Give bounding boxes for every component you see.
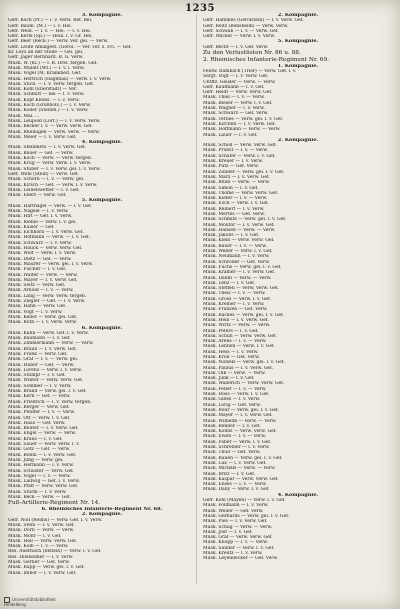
library-footer bbox=[4, 597, 184, 608]
text-line: Musk. Vogel — l. v. — Verw. bbox=[8, 473, 71, 479]
text-line: Musk. Gerber — Gef. Verw. bbox=[8, 560, 70, 566]
text-line: Musk. Bauer — Gef. — Verw. bbox=[8, 150, 74, 156]
text-line: Musk. Schmitz — Verw. gei. l. v. Gef. bbox=[203, 217, 287, 223]
text-line: Musk. Blum — Verw. — Verw. bbox=[203, 180, 270, 186]
text-line: Gefr. Koch (Pf.) — l. v. Verw. Ref. Bei. bbox=[8, 18, 93, 24]
text-line: Musk. Vogt — l. v. Verw. bbox=[8, 309, 63, 315]
section-heading: 6. Rheinisches Infanterie-Regiment Nr. 68. bbox=[41, 507, 163, 513]
text-line: Gefr. Hammes (Gerolstein) — l. v. Verw. Gef. bbox=[203, 18, 304, 24]
text-line: Musk. Steffen — Verw. Verw. Gef. bbox=[203, 286, 279, 292]
text-line: Gefr. Weid. — l. v. — Hei. — l. v. Hei. bbox=[8, 28, 92, 34]
text-line: Musk. Nägele — l. v. Verw. bbox=[8, 208, 69, 214]
text-line: Musk. Ewen — l. v. — Verw. bbox=[203, 434, 266, 440]
text-line: Musk. Kraus — l. v. Gef. bbox=[8, 436, 63, 442]
text-line: Musk. Ott — Verw. l. v. Gef. bbox=[8, 415, 71, 421]
text-line: Musk. Thome — Verw. Verw. Gef. bbox=[203, 190, 279, 196]
section-heading: 2. Kompagnie. bbox=[277, 13, 319, 18]
text-line: Musk. Dany — Verw. l. v. Gef. bbox=[203, 487, 270, 493]
footer-line-2: Heidelberg bbox=[4, 602, 26, 608]
text-line: Musk. Faber — Verw. l. v. Gef. bbox=[203, 439, 272, 445]
text-line: Gefr. Wahl (Stein) — Verw. Gef. bbox=[8, 171, 79, 177]
text-line: Musk. Brand — Verw. gei. l. v. Gef. bbox=[8, 389, 87, 395]
text-line: Musk. Franzen — Gef. Verw. bbox=[203, 307, 268, 313]
text-line: Musk. Bender — l. v. Gef. bbox=[203, 423, 261, 429]
text-line: Musk. Winter — Verw. Verw. Gef. bbox=[8, 378, 84, 384]
text-line: Feldw. Rambach (Trier) — Verw. Gef. l. v. bbox=[203, 68, 297, 74]
text-line: Musk. Wagner — l. v. Verw. bbox=[203, 106, 265, 112]
text-line: Musk. Sauer — Verw. Verw. l. v. bbox=[8, 442, 80, 448]
text-line: Musk. Esch — Verw. l. v. Gef. bbox=[203, 201, 269, 207]
text-line: Musk. Kuhn — Verw. Gef. l. v. Verw. bbox=[8, 330, 89, 336]
text-line: Musk. Jakobs — l. v. Gef. bbox=[203, 233, 260, 239]
text-line: Musk. Gräf — Verw. Verw. Gef. bbox=[203, 535, 273, 541]
text-line: Gefr. Beer (Beck-) — Verw. Ver. gei. — Verw. bbox=[8, 39, 109, 45]
text-line: Musk. Müller (Wt.) — l. v. l. Verw. bbox=[8, 65, 85, 71]
text-line: Musk. Schorn — l. v. — Verw. gei. bbox=[8, 177, 85, 183]
text-line: Musk. Hofmann — Verw. — l. v. Gef. bbox=[8, 235, 90, 241]
text-line: Musk. Graf — l. v. — Verw. gei. bbox=[8, 357, 79, 363]
text-line: Musk. Hermann — l. v. Verw. bbox=[8, 463, 74, 469]
text-line: Musk. Hess — l. v. Verw. bbox=[203, 349, 259, 355]
text-line: Musk. Meier — l. v. Verw. Gef. bbox=[8, 134, 77, 140]
text-line: Musk. Stumpf — l. v. Gef. bbox=[8, 373, 66, 379]
text-line: Musk. Reinert — l. v. Verw. bbox=[203, 206, 265, 212]
text-line: Musk. Haas — Gef. Verw. bbox=[8, 420, 66, 426]
text-line: Gefr. Noll (Reims) — Verw. Gef. l. v. Verw. bbox=[8, 517, 103, 523]
text-line: Musk. Leinenwetter — l. v. Gef. bbox=[8, 187, 80, 193]
text-line: Musk. Lauer — l. v. Gef. bbox=[203, 132, 258, 138]
text-line: Musk. Krämer — l. v. Verw. Gef. bbox=[203, 270, 276, 276]
text-line: Musk. Bleser — Verw. l. v. Gef. bbox=[203, 100, 273, 106]
text-line: Musk. Arens — l. v. — Verw. bbox=[203, 339, 267, 345]
text-line: Musk. Pfaff — Verw. Verw. Gef. bbox=[8, 484, 79, 490]
text-line: Musk. Bour — Verw. gei. l. v. Gef. bbox=[203, 407, 279, 413]
text-line: Musk. Jost — l. v. Gef. bbox=[203, 529, 253, 535]
text-line: Musk. Ludwig — Gef. l. v. Verw. bbox=[8, 479, 80, 485]
text-line: Musk. Kohns — Verw. Verw. Gef. bbox=[203, 429, 277, 435]
text-line: Gefr. Heidt — Verw. Verw. Gef. bbox=[203, 90, 273, 96]
text-line: Musk. Hirt — Gef. l. v. Verw. bbox=[8, 214, 73, 220]
text-line: Gefr. Becht — l. v. Gef. Verw. bbox=[203, 44, 269, 50]
text-line: Musk. Hansen — Verw. — Verw. bbox=[203, 227, 276, 233]
text-line: Gefr. Schwab — l. v. — Verw. Gef. bbox=[203, 28, 279, 34]
text-line: Musk. Stein — l. v. Verw. Gef. bbox=[8, 523, 75, 528]
text-line: Musk. Sturm — l. v. Verw. bbox=[8, 489, 67, 495]
text-line: Gefr. Kaufmann — l. v. Gef. bbox=[203, 84, 265, 90]
text-line: Musk. Neumann — l. v. Verw. bbox=[203, 254, 270, 260]
text-line: Musk. Bauer — l. v. — Verw. bbox=[203, 243, 267, 249]
text-line: Musk. Simon — l. v. Gef. bbox=[203, 185, 259, 191]
text-line: Gefr. Reitz (Bensheim) — Verw. Verw. bbox=[203, 23, 289, 29]
text-line: Musk. Ziegler — Gef. — l. v. Verw. bbox=[8, 299, 86, 305]
text-line: Musk. Thiel — l. v. — Verw. bbox=[203, 95, 265, 101]
text-line: Musk. Steinmetz — l. v. Verw. Gef. bbox=[8, 145, 86, 151]
text-line: Res. Hilsheimer — l. v. Verw. bbox=[8, 554, 74, 560]
text-line: Musk. Kohl (Eberstadt) — Ver. bbox=[8, 87, 78, 93]
text-line: Musk. Roth — l. v. Verw. Verw. bbox=[8, 320, 77, 326]
text-line: Musk. Molitor — l. v. Verw. Gef. bbox=[203, 222, 275, 228]
text-line: Musk. Sommer — l. v. Verw. bbox=[8, 383, 72, 389]
text-line: Musk. Braun — l. v. Verw. Gef. bbox=[8, 346, 77, 352]
text-line: Musk. Wilhelm — Verw. — Verw. bbox=[203, 418, 277, 424]
text-line: Musk. Rauen — Verw. gei. l. v. Gef. bbox=[203, 455, 283, 461]
text-line: Musk. Leupold (Lörr.) — l. v. Verw. Verw. bbox=[8, 118, 101, 124]
text-line: Musk. Schäfer — Verw. l. v. Gef. bbox=[203, 153, 276, 159]
text-line: Musk. Huber — Gef. — Verw. bbox=[8, 362, 75, 368]
text-line: Musk. Frank — Verw. Gef. bbox=[8, 352, 68, 357]
right-column bbox=[203, 13, 393, 588]
text-line: Musk. Klein — Verw. Verw. Gef. bbox=[203, 238, 275, 244]
column-divider bbox=[196, 14, 197, 584]
text-line: Musk. Thull — Gef. Verw. bbox=[203, 450, 261, 456]
text-line: Musk. Stuber — l. v. Verw. gei. l. v. Verw. bbox=[8, 166, 101, 172]
text-line: Musk. Wolf — Verw. l. v. Verw. bbox=[8, 251, 77, 257]
text-line: Musk. Peters — l. v. Gef. bbox=[203, 328, 259, 334]
text-line: Musk. Schwarz — Gef. Verw. bbox=[203, 111, 269, 117]
text-line: Musk. Imhof — l. v. Verw. Gef. bbox=[8, 570, 77, 576]
text-line: Musk. Schuh — Verw. Verw. Gef. bbox=[203, 333, 277, 339]
text-line: Musk. Reuter — l. v. Verw. Gef. bbox=[8, 426, 79, 432]
text-line: Musk. Junk — l. v. Gef. bbox=[203, 376, 255, 382]
text-line: Musk. Scholl — Verw. Verw. Gef. bbox=[203, 143, 277, 149]
text-line: Musk. Pütz — Gef. Verw. bbox=[203, 164, 259, 170]
text-line: Res. Auerbach (Idstein) — Verw. l. v. Gef. bbox=[8, 549, 102, 555]
text-line: Musk. Engel — Verw. — Verw. bbox=[8, 431, 77, 437]
text-line: Musk. Koch — Verw. — Verw. tergeb. bbox=[8, 156, 93, 162]
text-line: Musk. Rapp — Verw. gei. l. v. Gef. bbox=[8, 565, 85, 571]
text-line: Musk. Krug — Verw. Verw. l. v. Verw. bbox=[8, 161, 92, 167]
text-line: Musk. Lehnen — Verw. l. v. Gef. bbox=[203, 344, 275, 350]
text-line: Musk. Britz — l. v. Gef. bbox=[203, 471, 256, 477]
text-line: Musk. Olk — Verw. — Verw. bbox=[203, 370, 266, 376]
text-line: Musk. Jung — Verw. gei. bbox=[8, 457, 64, 463]
text-line: Musk. Hauck — Verw. Verw. Gef. bbox=[8, 246, 83, 252]
text-line: Musk. Kiefer — l. v. — Verw. bbox=[203, 196, 268, 202]
text-line: Musk. Mohr — l. v. Gef. bbox=[8, 533, 62, 539]
text-line: Musk. Kern — Gef. — Verw. bbox=[8, 394, 71, 400]
text-line: Musk. Schreiner — l. v. Verw. bbox=[203, 445, 270, 451]
text-line: Musk. Nickels — Verw. gei. l. v. Gef. bbox=[203, 360, 285, 366]
text-line: Musk. Dietz — Gef. — Verw. bbox=[8, 256, 72, 262]
text-line: Gefr. Kerle (Sp.) — Hein. l. v. Gr. Hei. bbox=[8, 34, 93, 40]
text-line: Musk. Hein — l. v. Verw. Gef. bbox=[203, 317, 269, 323]
text-line: Gefr. Kohl (Mayen) — Verw. l. v. Gef. bbox=[203, 498, 286, 504]
text-line: Musk. Baumann — l. v. Gef. bbox=[8, 336, 71, 342]
section-heading: Zu den Verlustlisten Nr. 86 u. 88. bbox=[203, 50, 301, 57]
text-line: Musk. Pfeiffer — l. v. — Verw. bbox=[8, 410, 76, 416]
text-line: Musk. Hahn — Verw. Gef. bbox=[8, 304, 67, 310]
text-line: Musk. Lorenz — Verw. l. v. Verw. bbox=[8, 367, 82, 373]
text-line: Musk. Ebert — Verw. Gef. bbox=[8, 193, 67, 199]
text-line: Musk. Zender — Verw. gei. l. v. Gef. bbox=[203, 169, 285, 175]
text-line: Musk. Kreutz — l. v. Verw. bbox=[203, 550, 263, 556]
text-line: Musk. Koller (Steinm.) — l. v. Verw. bbox=[8, 108, 89, 114]
text-line: Musk. Böhm — l. v. Verw. Gef. bbox=[8, 452, 77, 458]
text-line: Musk. Hoss — Verw. l. v. Gef. bbox=[203, 392, 270, 398]
section-heading: 3. Kompagnie. bbox=[81, 13, 123, 18]
text-line: Musk. Riehle — Verw. l. v. gei. bbox=[8, 219, 77, 225]
text-line: Musk. Mayer — l. v. Verw. Gef. bbox=[8, 277, 78, 283]
text-line: Untffz. Geisler — Verw. — Verw. bbox=[203, 79, 276, 85]
text-line: Gefr. Jäger Bernhard. B. G. Verw. bbox=[8, 55, 84, 61]
text-line: Musk. Follmann — l. v. Verw. bbox=[203, 503, 269, 509]
text-line: Musk. Sünder — Verw. l. v. Gef. bbox=[203, 545, 275, 551]
text-line: Musk. Backes — Verw. gei. l. v. Gef. bbox=[203, 312, 285, 318]
text-line: Musk. Schug — Verw. — Verw. bbox=[203, 524, 273, 530]
text-line: Musk. Kolb — l. v. — Verw. bbox=[8, 544, 69, 550]
text-line: Musk. Rheinigen — Verw. Verw. — Verw. bbox=[8, 129, 100, 135]
text-line: Musk. Heil — Verw. Verw. Gef. bbox=[8, 538, 78, 544]
text-line: Musk. Koch (Großbolz.) — l. v. Verw. bbox=[8, 103, 91, 109]
text-line: Musk. Schuster — Verw. Gef. bbox=[8, 468, 75, 474]
text-line: Musk. Paulus — l. v. Verw. Gef. bbox=[203, 365, 274, 371]
text-line: Musk. Weber — Verw. l. v. Gef. bbox=[203, 249, 273, 255]
section-heading: Fuß-Artillerie-Regiment Nr. 14. bbox=[8, 500, 101, 507]
text-line: Musk. Breuer — l. v. Verw. bbox=[203, 159, 264, 165]
text-line: Musk. Kroll — Gef. Verw. bbox=[203, 355, 260, 360]
text-line: Musk. Götz — Gef. — Verw. bbox=[8, 447, 71, 453]
text-line: Musk. Schwarz — l. v. Verw. bbox=[8, 240, 72, 246]
text-line: Musk. Schröder — Gef. Verw. bbox=[203, 259, 270, 265]
text-line: Musk. Knopp — l. v. — Verw. bbox=[203, 540, 268, 546]
text-line: Musk. Michels — Verw. — Verw. bbox=[203, 466, 276, 472]
text-line: Musk. Gerhards — Verw. gei. l. v. Gef. bbox=[203, 513, 290, 519]
text-line: Musk. Friedrich — l. v. Verw. tergeb. bbox=[8, 399, 92, 405]
text-line: Musk. Stich. — l. v. Verw. tergeb. Gef. bbox=[8, 81, 95, 87]
section-heading: 4. Kompagnie. bbox=[277, 492, 319, 498]
text-line: Musk. Seitz — Verw. Gef. bbox=[8, 283, 66, 289]
text-line: Musk. Kopf Kleins. — l. v. Verw. bbox=[8, 97, 80, 103]
section-heading: 1. Kompagnie. bbox=[277, 63, 319, 69]
section-heading: 5. Kompagnie. bbox=[81, 198, 123, 204]
text-line: Musk. Becker l. v. — Verw. Verw. Gef. bbox=[8, 124, 93, 130]
text-line: Musk. Hoffmann — Verw. — Verw. bbox=[203, 127, 281, 133]
text-line: Musk. Probst — l. v. — Verw. bbox=[203, 148, 269, 154]
text-line: Gefr. Baum. (M.) — l. v. Hei. bbox=[8, 23, 72, 29]
text-line: Musk. Leyendecker — Gef. Verw. bbox=[203, 556, 279, 562]
text-line: Musk. Lenz — l. v. Gef. bbox=[203, 280, 256, 286]
section-heading: 2. Rheinisches Infanterie-Regiment Nr. 69. bbox=[203, 56, 329, 63]
text-line: Musk. Lux — l. v. Verw. Gef. bbox=[203, 460, 267, 466]
text-line: Musk. Kaspar — Verw. Verw. Gef. bbox=[203, 476, 279, 482]
text-line: Musk. Vogel (M. Krankheit. Gef. bbox=[8, 71, 82, 77]
page-number: 1235 bbox=[185, 3, 215, 14]
text-line: Sergt. Vogt — l. v. Verw. Gef. bbox=[203, 74, 269, 80]
footer-line-1: Universitätsbibliothek bbox=[12, 597, 56, 603]
text-line: Musk. Schmitt — bei — l. v. Verw. bbox=[8, 92, 85, 98]
text-line: Musk. Dahm — Verw. — Verw. bbox=[203, 275, 272, 281]
text-line: Musk. Arnold — l. v. — Verw. bbox=[8, 288, 74, 294]
text-line: Musk. Dorn — Verw. — Verw. bbox=[8, 528, 75, 534]
text-line: Musk. Zimmermann — Verw. — Verw. bbox=[8, 341, 94, 347]
text-line: Musk. Mertes — Gef. Verw. bbox=[203, 211, 265, 217]
text-line: Musk. Lorig — Gef. Verw. bbox=[203, 402, 261, 408]
text-line: Musk. Wallerich — Verw. Verw. Gef. bbox=[203, 381, 285, 387]
text-line: Musk. Kremer — l. v. Verw. bbox=[203, 302, 265, 308]
text-line: Musk. Gross — Verw. l. v. Gef. bbox=[203, 296, 272, 302]
text-line: Musk. Lang — Verw. Verw. tergeb. bbox=[8, 293, 87, 299]
text-line: Musk. Ehses — l. v. — Verw. bbox=[203, 482, 267, 488]
section-heading: 4. Kompagnie. bbox=[81, 140, 123, 146]
text-line: Gefr. Wacker — Verw. l. v. Verw. bbox=[203, 34, 276, 40]
text-line: Musk. Theis — l. v. — Verw. bbox=[203, 291, 266, 297]
text-line: Musk. Walter — Verw. — Verw. bbox=[8, 272, 78, 278]
text-line: Musk. Fuchs — Verw. gei. l. v. Gef. bbox=[203, 264, 282, 270]
text-line: Musk. Mai. ... bbox=[8, 113, 40, 119]
text-line: Musk. Eichhorn — l. v. Verw. Gef. bbox=[8, 230, 84, 236]
section-heading: 6. Kompagnie. bbox=[81, 325, 123, 331]
text-line: Musk. Wirtz — Verw. — Verw. bbox=[203, 323, 271, 329]
text-line: Musk. Kirchen — l. v. Verw. Gef. bbox=[203, 121, 276, 127]
section-heading: 5. Kompagnie. bbox=[277, 39, 319, 45]
section-heading: 2. Kompagnie. bbox=[277, 137, 319, 143]
text-line: Musk. W. (Kl.) — l. B. Drei. tergeb. Gef. bbox=[8, 60, 98, 66]
text-line: Musk. Beck — Verw. — Gef. bbox=[8, 495, 71, 501]
text-line: Musk. Weiler — Gef. Verw. bbox=[203, 508, 264, 514]
text-line: Musk. Keller — Verw. gei. Gef. bbox=[8, 314, 78, 320]
text-line: Musk. Ternes — Verw. gei. l. v. Gef. bbox=[203, 116, 284, 122]
text-line: Musk. Marx — l. v. Verw. Gef. bbox=[203, 174, 270, 180]
text-line: Musk. Pies — l. v. Verw. Gef. bbox=[203, 519, 268, 525]
text-line: Musk. Feller — l. v. — Verw. bbox=[203, 386, 267, 392]
text-line: Musk. Gilles — l. v. Verw. bbox=[203, 397, 261, 403]
section-heading: 2. Kompagnie. bbox=[81, 512, 123, 518]
text-line: Musk. Hertrich (Hagenau) — Verw. l. v. Verw. bbox=[8, 76, 112, 82]
text-line: Kr. Leys an der Stelle — Gei. gei. bbox=[8, 50, 84, 56]
text-line: Musk. Maurer — Verw. gei. l. v. Verw. bbox=[8, 261, 94, 267]
text-line: Musk. Fischer — l. v. Gef. bbox=[8, 267, 67, 273]
text-line: Musk. Kaiser — Gef. bbox=[8, 224, 55, 230]
text-line: Musk. Hartnagel — Verw. — l. v. Gef. bbox=[8, 203, 93, 209]
left-column bbox=[8, 13, 196, 588]
text-line: Gefr. Leute Amalgest. (Gerol. — Ver. ver. s. Fri. — Gef. bbox=[8, 44, 132, 50]
text-line: Musk. Berger — Verw. Gef. bbox=[8, 404, 70, 410]
text-line: Musk. Kirsch — Gef. — Verw. l. v. Verw. bbox=[8, 182, 98, 188]
text-line: Musk. Mayer — l. v. Verw. Gef. bbox=[203, 413, 273, 419]
